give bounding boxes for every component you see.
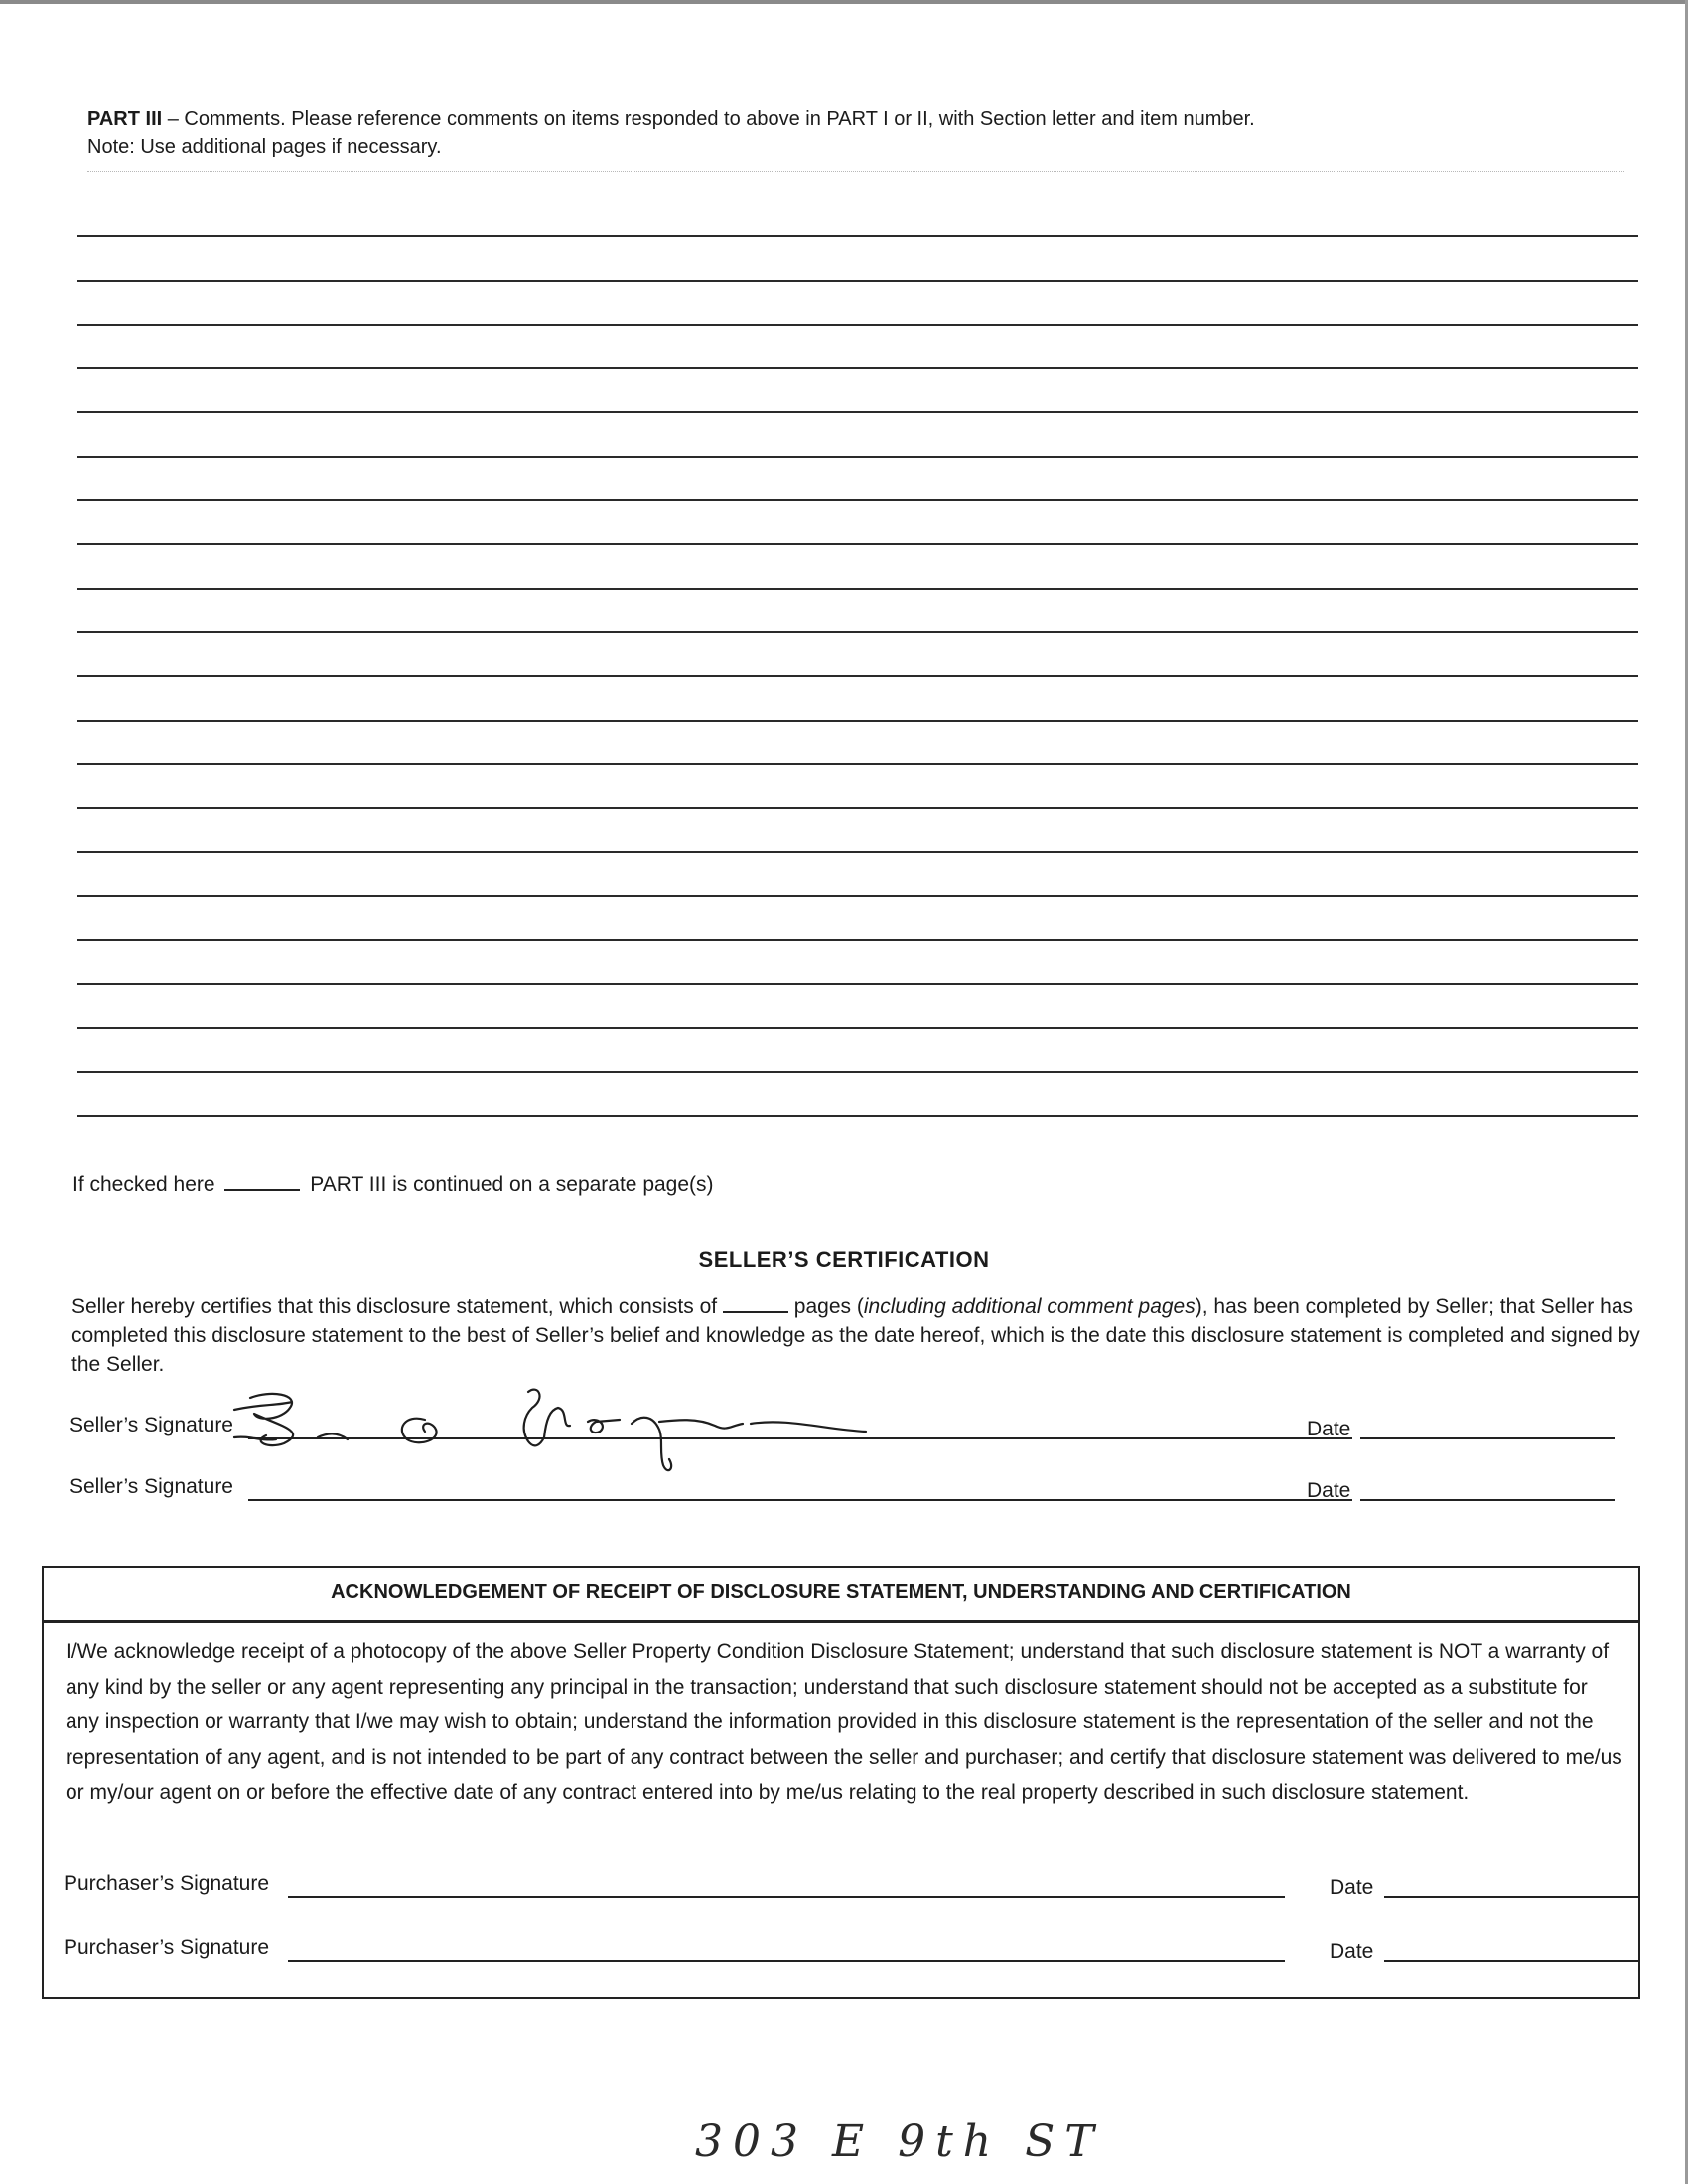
comments-area[interactable]: [77, 194, 1638, 1117]
comment-line[interactable]: [77, 1029, 1638, 1073]
dotted-rule: [87, 171, 1624, 172]
part3-note: Note: Use additional pages if necessary.: [87, 136, 442, 158]
seller-certification-title: SELLER’S CERTIFICATION: [698, 1247, 990, 1272]
seller-date-label-2: Date: [1307, 1479, 1351, 1502]
comment-line[interactable]: [77, 501, 1638, 545]
part3-intro: – Comments. Please reference comments on items responded to above in PART I or II, with Section letter and item number.: [162, 108, 1255, 130]
comment-line[interactable]: [77, 326, 1638, 369]
purchaser-signature-line-1[interactable]: [288, 1896, 1285, 1898]
continued-suffix: PART III is continued on a separate page(s): [310, 1173, 714, 1196]
part3-title: PART III: [87, 108, 163, 130]
handwritten-address: 303 E 9th ST: [695, 2116, 1104, 2167]
comment-line[interactable]: [77, 941, 1638, 985]
comment-line[interactable]: [77, 1073, 1638, 1117]
purchaser-date-label-2: Date: [1330, 1940, 1374, 1963]
seller-signature-label-2: Seller’s Signature: [70, 1475, 233, 1498]
seller-certification-text: [71, 1293, 1640, 1379]
continued-row: [72, 1171, 714, 1197]
acknowledgement-rule: [44, 1620, 1638, 1623]
continued-checkbox-blank[interactable]: [224, 1171, 300, 1191]
comment-line[interactable]: [77, 677, 1638, 721]
purchaser-signature-row-1: [64, 1866, 1613, 1900]
scan-edge-top: [0, 0, 1688, 4]
cert-text-part3: ), has been completed by Seller; that Seller has completed this disclosure statement to the best of Seller’s belief and knowledge as the date hereof, which is the date this disclosure statement is completed and signed by the Seller.: [71, 1296, 1640, 1376]
comment-line[interactable]: [77, 458, 1638, 501]
acknowledgement-text: I/We acknowledge receipt of a photocopy of the above Seller Property Condition Disclosure Statement; understand that such disclosure statement is NOT a warranty of any kind by the seller or any agent representing any principal in the transaction; understand that such disclosure statement should not be accepted as a substitute for any inspection or warranty that I/we may wish to obtain; understand the information provided in this disclosure statement is the representation of the seller and not the representation of any agent, and is not intended to be part of any contract between the seller and purchaser; and certify that disclosure statement was delivered to me/us or my/our agent on or before the effective date of any contract entered into by me/us relating to the real property described in such disclosure statement.: [66, 1640, 1622, 1804]
comment-line[interactable]: [77, 545, 1638, 589]
comment-line[interactable]: [77, 722, 1638, 765]
seller-date-label-1: Date: [1307, 1418, 1351, 1440]
cert-text-part2: pages (: [787, 1296, 864, 1318]
comment-line[interactable]: [77, 282, 1638, 326]
continued-prefix: If checked here: [72, 1173, 215, 1196]
purchaser-date-label-1: Date: [1330, 1876, 1374, 1899]
seller-signature-label-1: Seller’s Signature: [70, 1414, 233, 1436]
comment-line[interactable]: [77, 985, 1638, 1028]
comment-line[interactable]: [77, 413, 1638, 457]
seller-date-line-2[interactable]: [1360, 1499, 1615, 1501]
comment-line[interactable]: [77, 237, 1638, 281]
purchaser-signature-label-2: Purchaser’s Signature: [64, 1936, 270, 1959]
acknowledgement-box: [42, 1566, 1640, 1999]
page-count-blank[interactable]: [723, 1294, 788, 1313]
purchaser-date-line-2[interactable]: [1384, 1960, 1638, 1962]
purchaser-signature-line-2[interactable]: [288, 1960, 1285, 1962]
comment-line[interactable]: [77, 369, 1638, 413]
purchaser-signature-row-2: [64, 1930, 1613, 1964]
comment-line[interactable]: [77, 194, 1638, 237]
comment-line[interactable]: [77, 633, 1638, 677]
part3-header: [87, 105, 1477, 161]
cert-text-part1: Seller hereby certifies that this disclosure statement, which consists of: [71, 1296, 718, 1318]
comment-line[interactable]: [77, 590, 1638, 633]
acknowledgement-title: ACKNOWLEDGEMENT OF RECEIPT OF DISCLOSURE STATEMENT, UNDERSTANDING AND CERTIFICATION: [331, 1581, 1351, 1603]
comment-line[interactable]: [77, 853, 1638, 896]
seller-signature-line-2[interactable]: [248, 1499, 1352, 1501]
seller-date-line-1[interactable]: [1360, 1437, 1615, 1439]
comment-line[interactable]: [77, 897, 1638, 941]
comment-line[interactable]: [77, 809, 1638, 853]
purchaser-date-line-1[interactable]: [1384, 1896, 1638, 1898]
comment-line[interactable]: [77, 765, 1638, 809]
purchaser-signature-label-1: Purchaser’s Signature: [64, 1872, 270, 1895]
cert-text-italic: including additional comment pages: [863, 1296, 1196, 1318]
seller-handwritten-signature: [230, 1380, 906, 1489]
